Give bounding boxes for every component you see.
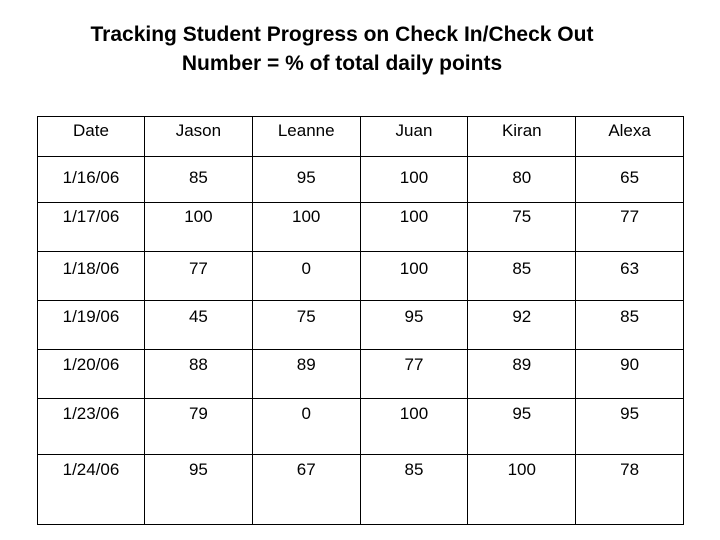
alexa-cell: 90 [576, 350, 684, 399]
header-juan: Juan [360, 117, 468, 157]
header-alexa: Alexa [576, 117, 684, 157]
alexa-cell: 78 [576, 455, 684, 525]
jason-cell: 88 [145, 350, 253, 399]
table-row [38, 252, 684, 301]
juan-cell: 100 [360, 399, 468, 455]
kiran-cell: 89 [468, 350, 576, 399]
kiran-cell: 100 [468, 455, 576, 525]
table-row [38, 157, 684, 203]
leanne-cell: 75 [252, 301, 360, 350]
leanne-cell: 0 [252, 252, 360, 301]
leanne-cell: 95 [252, 157, 360, 203]
title-line-1: Tracking Student Progress on Check In/Check Out [90, 23, 594, 46]
kiran-cell: 80 [468, 157, 576, 203]
kiran-cell: 75 [468, 203, 576, 252]
header-kiran: Kiran [468, 117, 576, 157]
alexa-cell: 65 [576, 157, 684, 203]
leanne-cell: 67 [252, 455, 360, 525]
date-cell: 1/16/06 [38, 157, 145, 203]
kiran-cell: 95 [468, 399, 576, 455]
jason-cell: 95 [145, 455, 253, 525]
table-row [38, 301, 684, 350]
alexa-cell: 63 [576, 252, 684, 301]
alexa-cell: 77 [576, 203, 684, 252]
table-row [38, 350, 684, 399]
leanne-cell: 100 [252, 203, 360, 252]
alexa-cell: 95 [576, 399, 684, 455]
alexa-cell: 85 [576, 301, 684, 350]
header-date: Date [38, 117, 145, 157]
table-row [38, 455, 684, 525]
date-cell: 1/23/06 [38, 399, 145, 455]
jason-cell: 77 [145, 252, 253, 301]
juan-cell: 100 [360, 252, 468, 301]
jason-cell: 45 [145, 301, 253, 350]
juan-cell: 100 [360, 157, 468, 203]
date-cell: 1/17/06 [38, 203, 145, 252]
date-cell: 1/18/06 [38, 252, 145, 301]
date-cell: 1/24/06 [38, 455, 145, 525]
jason-cell: 85 [145, 157, 253, 203]
header-leanne: Leanne [252, 117, 360, 157]
juan-cell: 100 [360, 203, 468, 252]
progress-table [37, 116, 684, 525]
header-row [38, 117, 684, 157]
header-jason: Jason [145, 117, 253, 157]
leanne-cell: 89 [252, 350, 360, 399]
leanne-cell: 0 [252, 399, 360, 455]
kiran-cell: 92 [468, 301, 576, 350]
table-row [38, 203, 684, 252]
table-row [38, 399, 684, 455]
date-cell: 1/19/06 [38, 301, 145, 350]
kiran-cell: 85 [468, 252, 576, 301]
page-title [0, 20, 684, 78]
jason-cell: 79 [145, 399, 253, 455]
title-line-2: Number = % of total daily points [181, 52, 503, 75]
juan-cell: 77 [360, 350, 468, 399]
juan-cell: 95 [360, 301, 468, 350]
juan-cell: 85 [360, 455, 468, 525]
date-cell: 1/20/06 [38, 350, 145, 399]
jason-cell: 100 [145, 203, 253, 252]
